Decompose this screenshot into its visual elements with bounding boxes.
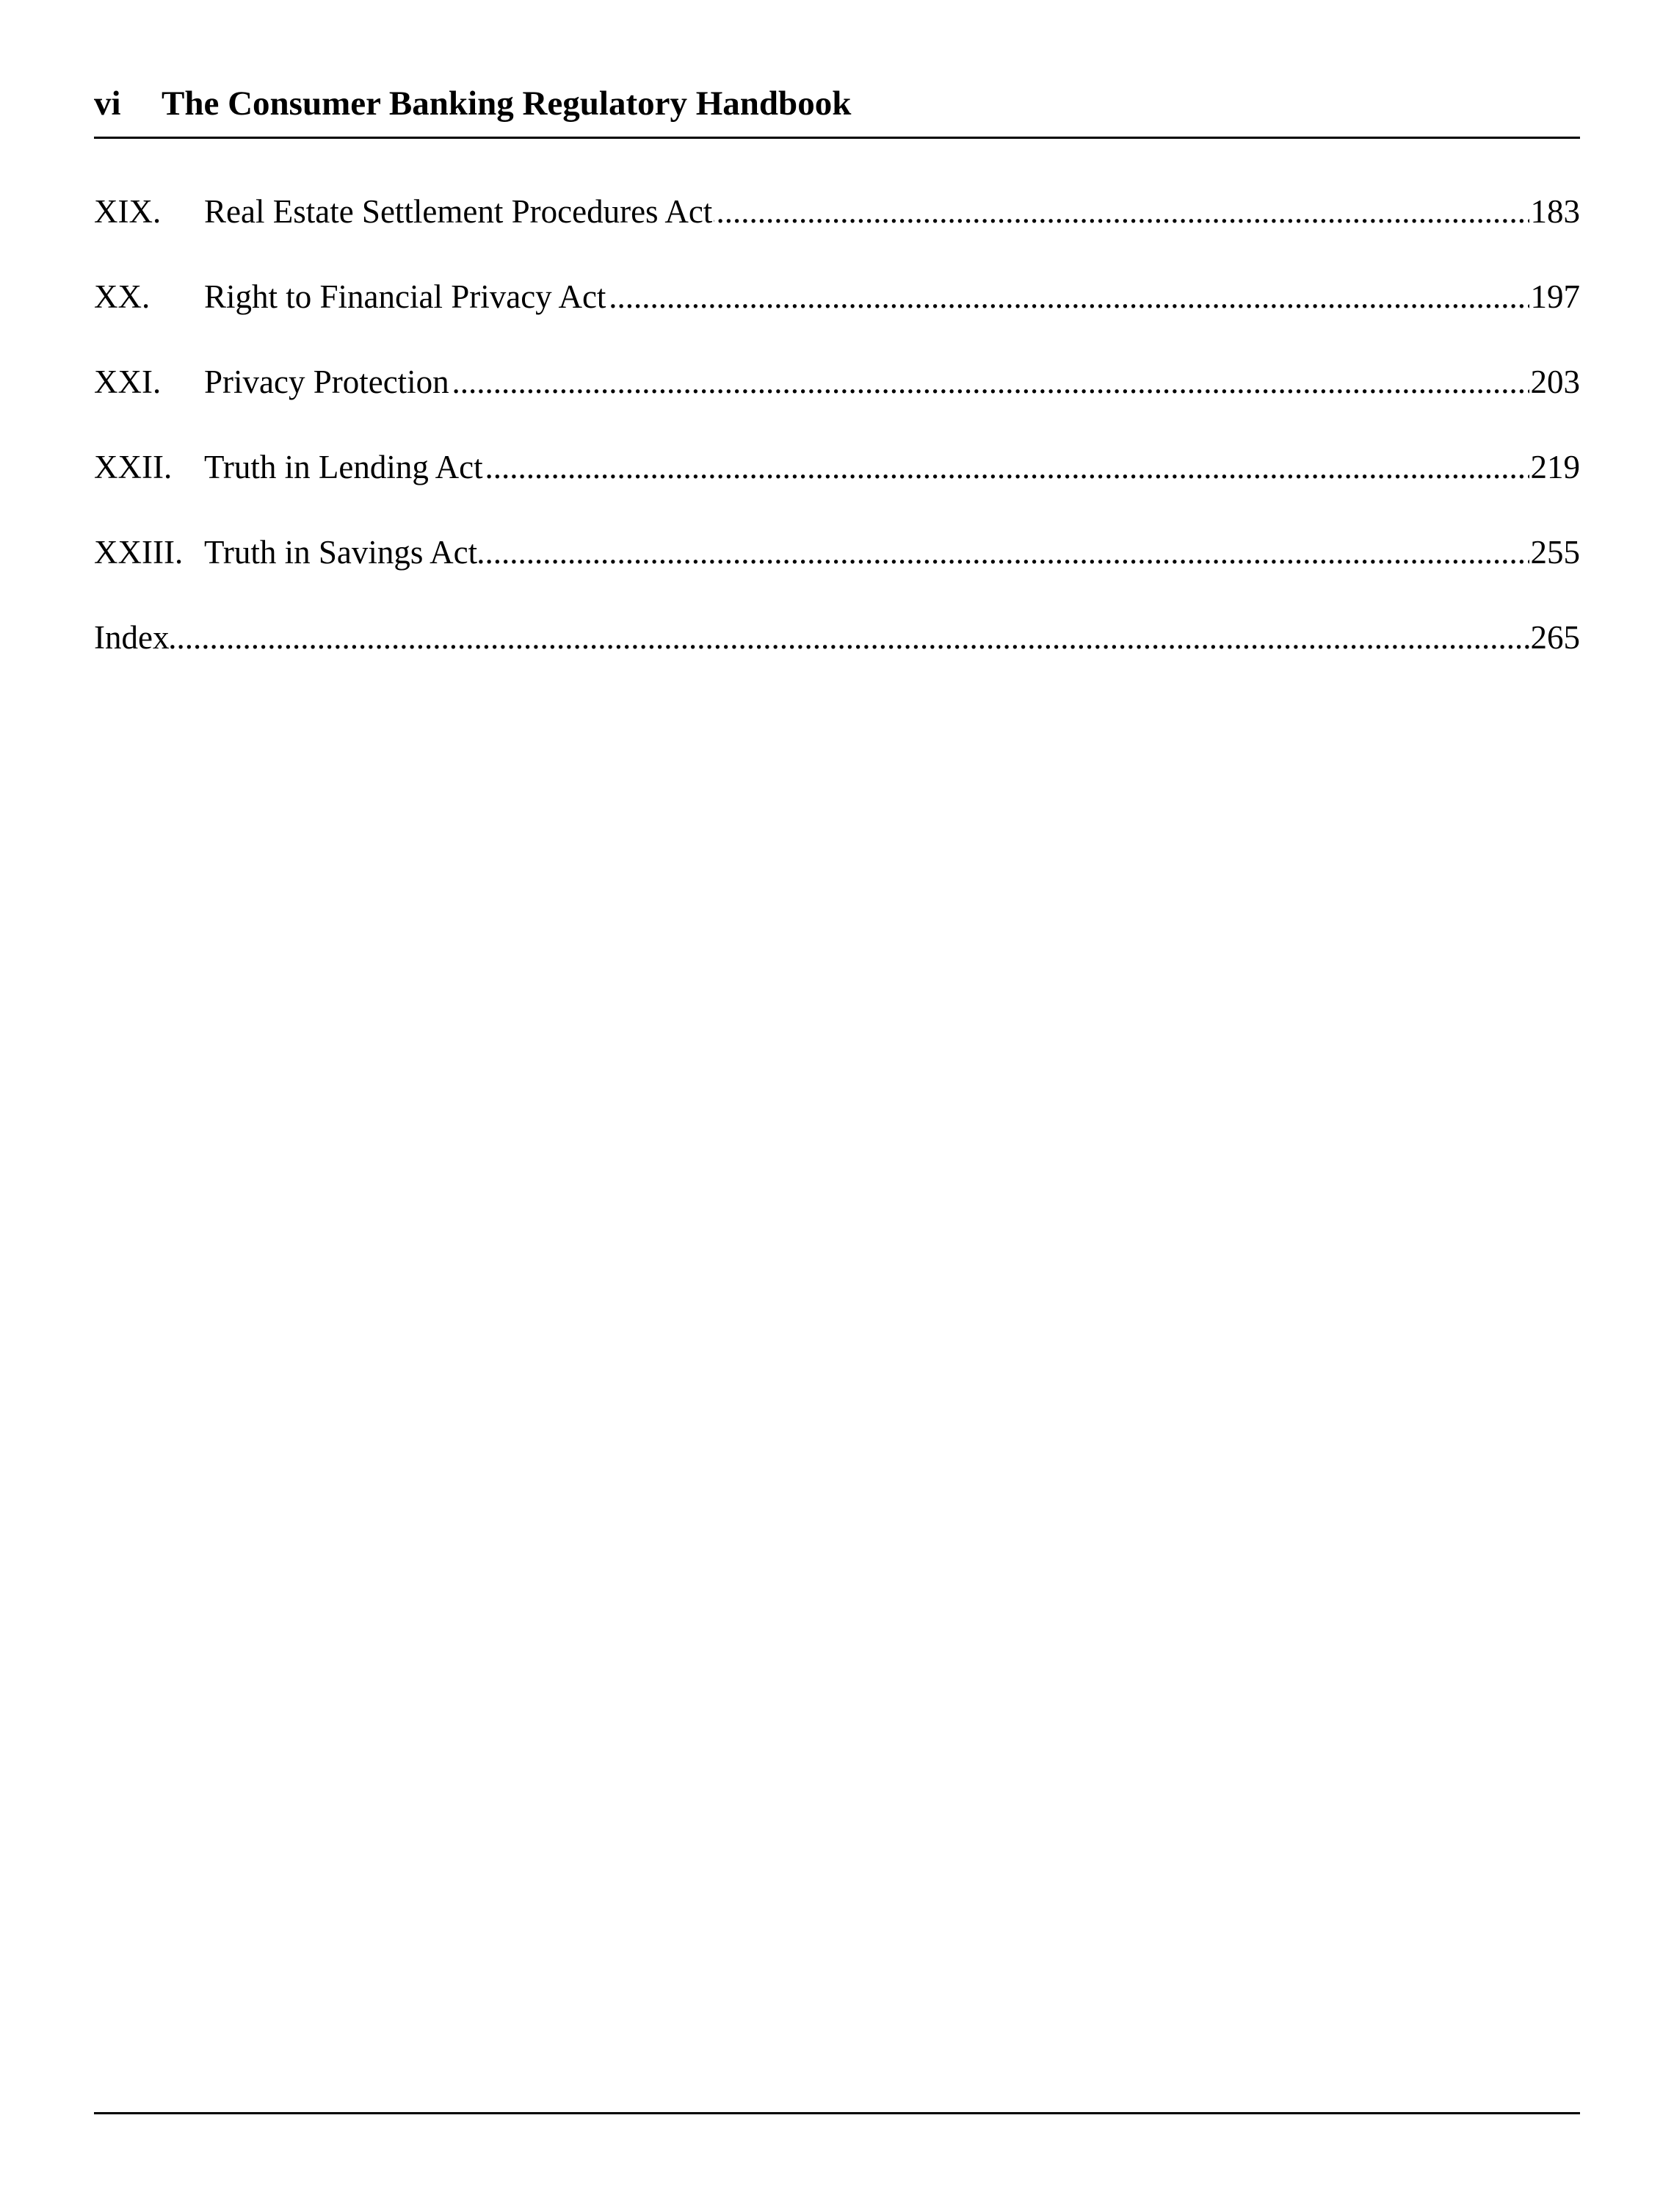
toc-entry-page: 255	[1529, 530, 1581, 574]
toc-entry-page: 203	[1529, 360, 1581, 404]
toc-leader	[204, 530, 1529, 574]
toc-entry-title: Right to Financial Privacy Act	[204, 278, 606, 315]
toc-entry-title: Truth in Savings Act	[204, 534, 478, 571]
toc-leader	[94, 615, 1529, 659]
toc-entry-number: XXII.	[94, 449, 173, 485]
toc-entry-page: 219	[1529, 445, 1581, 489]
toc-index-entry[interactable]	[94, 615, 1580, 701]
footer-rule	[94, 2112, 1580, 2114]
toc-entry-title: Privacy Protection	[204, 364, 449, 400]
table-of-contents	[94, 189, 1580, 701]
toc-leader	[204, 445, 1529, 489]
toc-index-title: Index	[94, 619, 170, 656]
header-book-title: The Consumer Banking Regulatory Handbook	[162, 84, 852, 123]
toc-entry-number: XXIII.	[94, 534, 184, 571]
toc-index-page: 265	[1529, 615, 1581, 659]
toc-entry-title: Truth in Lending Act	[204, 449, 483, 485]
toc-entry[interactable]	[94, 275, 1580, 360]
header-page-number: vi	[94, 84, 121, 123]
toc-entry[interactable]	[94, 189, 1580, 275]
toc-leader	[204, 360, 1529, 404]
toc-entry[interactable]	[94, 360, 1580, 445]
toc-entry-number: XIX.	[94, 193, 162, 230]
toc-entry-page: 197	[1529, 275, 1581, 319]
toc-entry-title: Real Estate Settlement Procedures Act	[204, 193, 713, 230]
toc-leader	[204, 275, 1529, 319]
toc-entry[interactable]	[94, 530, 1580, 615]
running-header	[94, 84, 1580, 139]
toc-entry-number: XXI.	[94, 364, 162, 400]
toc-entry-number: XX.	[94, 278, 151, 315]
toc-entry-page: 183	[1529, 189, 1581, 234]
toc-leader	[204, 189, 1529, 234]
toc-entry[interactable]	[94, 445, 1580, 530]
